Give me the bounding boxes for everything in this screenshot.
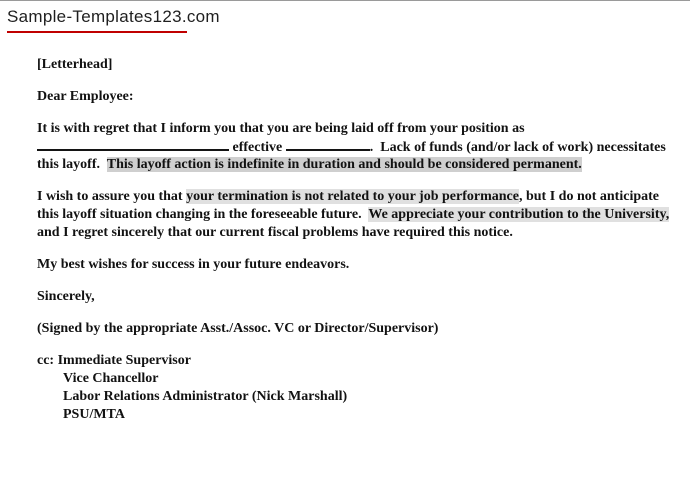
cc-recipient: Labor Relations Administrator (Nick Marshall) — [63, 389, 348, 404]
signature-note — [37, 320, 687, 338]
letter-line — [37, 206, 687, 224]
letter-line — [37, 138, 687, 156]
highlighted-text: your termination is not related to your job performance — [186, 189, 519, 204]
cc-recipient: PSU/MTA — [63, 407, 125, 422]
position-blank-line — [37, 138, 229, 151]
text-segment: . Lack of funds (and/or lack of work) necessitates — [369, 140, 666, 155]
text-segment: and I regret sincerely that our current fiscal problems have required this notice. — [37, 225, 513, 240]
cc-recipient: Immediate Supervisor — [57, 353, 191, 368]
cc-block — [37, 352, 687, 424]
text-segment: It is with regret that I inform you that you are being laid off from your position as — [37, 121, 525, 136]
text-segment: effective — [229, 140, 286, 155]
text-segment: My best wishes for success in your future endeavors. — [37, 257, 350, 272]
letter-line — [37, 120, 687, 138]
text-segment: , but I do not anticipate — [518, 189, 659, 204]
text-segment: Sincerely, — [37, 289, 95, 304]
best-wishes-line — [37, 256, 687, 274]
highlighted-text: We appreciate your contribution to the University, — [368, 207, 670, 222]
text-segment: this layoff. — [37, 157, 107, 172]
cc-recipient: Vice Chancellor — [63, 371, 159, 386]
salutation-text: Dear Employee: — [37, 89, 134, 104]
paragraph-1 — [37, 120, 687, 174]
letter-line — [37, 156, 687, 174]
cc-line — [37, 352, 687, 370]
text-segment: I wish to assure you that — [37, 189, 187, 204]
text-segment: this layoff situation changing in the foreseeable future. — [37, 207, 369, 222]
salutation — [37, 88, 687, 106]
site-name-text: Sample-Templates123.com — [7, 7, 220, 26]
letter-line — [37, 224, 687, 242]
closing-line — [37, 288, 687, 306]
letterhead-text: [Letterhead] — [37, 57, 113, 72]
date-blank-line — [286, 138, 370, 151]
watermark-red-underline — [7, 31, 187, 33]
letterhead-placeholder — [37, 56, 687, 74]
highlighted-text: This layoff action is indefinite in duration and should be considered permanent. — [106, 157, 582, 172]
letter-body — [37, 56, 687, 438]
paragraph-2 — [37, 188, 687, 242]
site-watermark — [7, 7, 220, 33]
letter-line — [37, 188, 687, 206]
cc-label: cc: — [37, 353, 58, 368]
text-segment: (Signed by the appropriate Asst./Assoc. VC or Director/Supervisor) — [37, 321, 439, 336]
